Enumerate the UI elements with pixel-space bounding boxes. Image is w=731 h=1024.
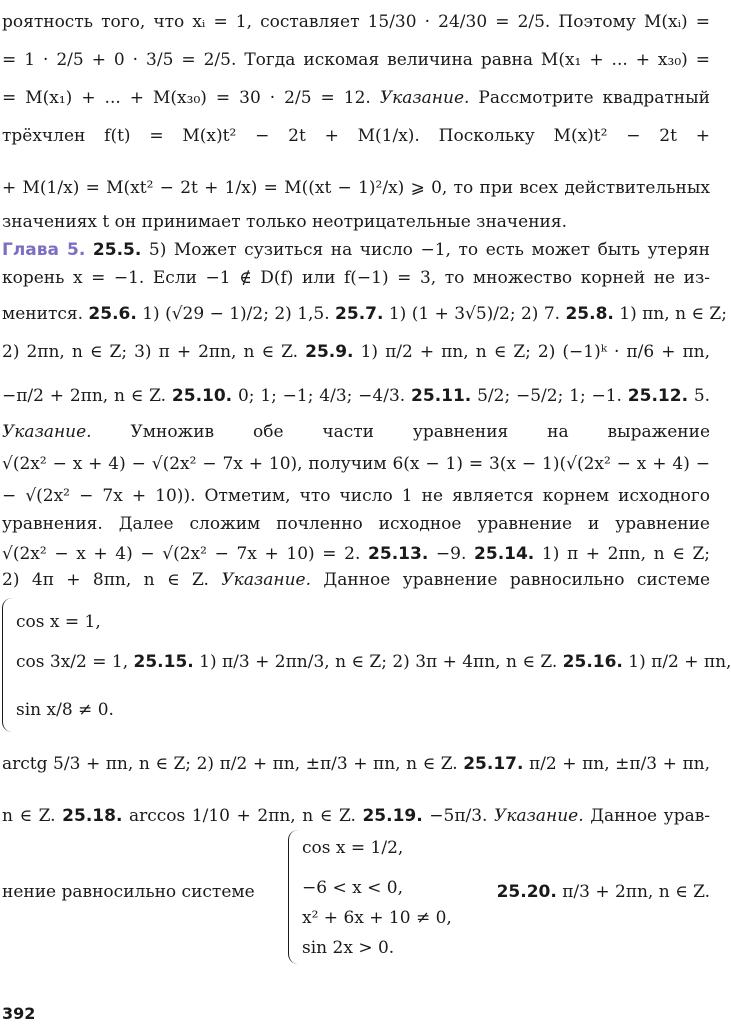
text-line: = M(x₁) + ... + M(x₃₀) = 30 · 2/5 = 12. Указание. Рассмотрите квадратный [2,88,710,108]
answer-number: 25.9. [305,342,354,362]
hint-label: Указание. [2,422,92,442]
hint-label: Указание. [494,806,584,826]
text-line: = 1 · 2/5 + 0 · 3/5 = 2/5. Тогда искомая величина равна M(x₁ + ... + x₃₀) = [2,50,710,70]
hint-label: Указание. [379,88,470,108]
system-row: cos 3x/2 = 1, 25.15. 1) π/3 + 2πn/3, n ∈ Z; 2) 3π + 4πn, n ∈ Z. 25.16. 1) π/2 + πn, [16,652,731,672]
answer-number: 25.19. [362,806,423,826]
answer-number: 25.16. [562,652,623,672]
system-row: −6 < x < 0, [302,878,403,898]
answer-number: 25.8. [565,304,614,324]
text-line: нение равносильно системе [2,882,255,902]
text-line: √(2x² − x + 4) − √(2x² − 7x + 10), получим 6(x − 1) = 3(x − 1)(√(2x² − x + 4) − [2,454,710,474]
chapter-heading: Глава 5. [2,240,86,260]
system-row: cos x = 1/2, [302,838,404,858]
page-number: 392 [2,1004,36,1023]
answer-number: 25.17. [463,754,524,774]
answer-number: 25.14. [474,544,535,564]
system-row: cos x = 1, [16,612,101,632]
answer-number: 25.15. [133,652,194,672]
text-line: значениях t он принимает только неотрицательные значения. [2,212,567,232]
answer-number: 25.11. [411,386,472,406]
answer-number: 25.5. [92,240,142,260]
answer-number: 25.10. [171,386,233,406]
text-line: роятность того, что xᵢ = 1, составляет 15/30 · 24/30 = 2/5. Поэтому M(xᵢ) = [2,12,710,32]
text-line: Указание. Умножив обе части уравнения на выражение [2,422,711,442]
system-row: sin x/8 ≠ 0. [16,700,114,720]
system-brace [288,830,299,964]
answer-number: 25.13. [368,544,429,564]
text-line: 2) 4π + 8πn, n ∈ Z. Указание. Данное уравнение равносильно системе [2,570,711,590]
text-line: корень x = −1. Если −1 ∉ D(f) или f(−1) = 3, то множество корней не из- [2,268,710,288]
text-line: n ∈ Z. 25.18. arccos 1/10 + 2πn, n ∈ Z. 25.19. −5π/3. Указание. Данное урав- [2,806,711,826]
answer-number: 25.7. [335,304,384,324]
answer-number: 25.18. [62,806,123,826]
text-line: Глава 5. 25.5. 5) Может сузиться на число −1, то есть может быть утерян [2,240,710,260]
text-line: − √(2x² − 7x + 10)). Отметим, что число 1 не является корнем исходного [2,486,710,506]
answer-number: 25.6. [88,304,137,324]
answer-number: 25.12. [627,386,689,406]
text-line: arctg 5/3 + πn, n ∈ Z; 2) π/2 + πn, ±π/3 + πn, n ∈ Z. 25.17. π/2 + πn, ±π/3 + πn, [2,754,710,774]
equation-system [2,598,731,732]
text-line: менится. 25.6. 1) (√29 − 1)/2; 2) 1,5. 25.7. 1) (1 + 3√5)/2; 2) 7. 25.8. 1) πn, n ∈ Z; [2,304,727,324]
system-brace [2,598,13,732]
text-line: 25.20. π/3 + 2πn, n ∈ Z. [496,882,710,902]
text-line: + M(1/x) = M(xt² − 2t + 1/x) = M((xt − 1)²/x) ⩾ 0, то при всех действительных [2,178,710,198]
hint-label: Указание. [221,570,311,590]
text-line: √(2x² − x + 4) − √(2x² − 7x + 10) = 2. 25.13. −9. 25.14. 1) π + 2πn, n ∈ Z; [2,544,711,564]
text-line: уравнения. Далее сложим почленно исходное уравнение и уравнение [2,514,710,534]
equation-system [288,830,488,964]
text-line: трёхчлен f(t) = M(x)t² − 2t + M(1/x). Поскольку M(x)t² − 2t + [2,126,710,146]
system-row: x² + 6x + 10 ≠ 0, [302,908,452,928]
system-row: sin 2x > 0. [302,938,395,958]
answer-number: 25.20. [496,882,557,902]
text-line: 2) 2πn, n ∈ Z; 3) π + 2πn, n ∈ Z. 25.9. 1) π/2 + πn, n ∈ Z; 2) (−1)ᵏ · π/6 + πn, [2,342,711,362]
text-line: −π/2 + 2πn, n ∈ Z. 25.10. 0; 1; −1; 4/3; −4/3. 25.11. 5/2; −5/2; 1; −1. 25.12. 5. [2,386,711,406]
